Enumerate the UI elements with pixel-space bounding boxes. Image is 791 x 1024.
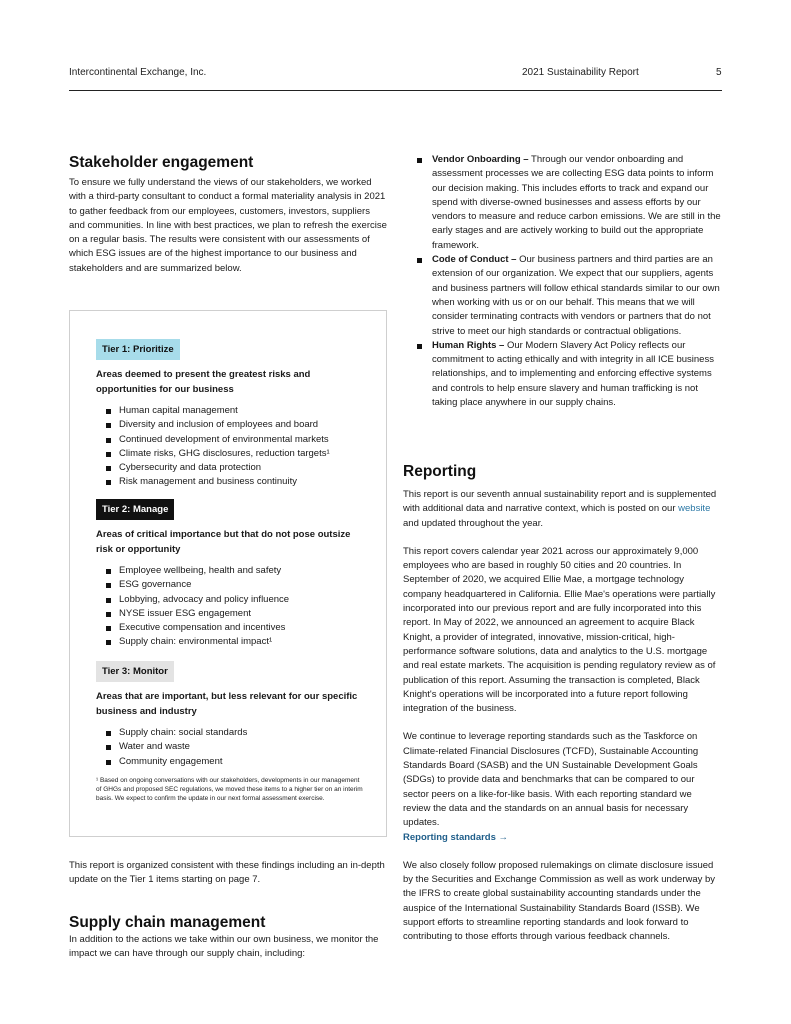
page-number: 5 [716,67,722,78]
list-item: Community engagement [96,755,358,769]
tier-3-description: Areas that are important, but less relevant for our specific business and industry [96,691,358,717]
list-item: Diversity and inclusion of employees and board [96,418,358,432]
tier-2-badge: Tier 2: Manage [96,499,174,520]
list-item [403,153,721,253]
tier-3-badge: Tier 3: Monitor [96,661,174,682]
supply-chain-heading: Supply chain management [69,914,266,931]
website-link[interactable]: website [678,503,711,515]
list-item: Risk management and business continuity [96,475,358,489]
bullet-text: Through our vendor onboarding and assessment processes we are collecting ESG data points to inform our decision making. This includes efforts to track and expand our spend with diverse-owned businesses and assess efforts by our vendors to measure and reduce carbon emissions. We are still in the early stages and are actively working to build out the appropriate framework. [432,154,721,251]
supply-chain-body: In addition to the actions we take within our own business, we monitor the impact we can have through our supply chain, including: [69,934,379,960]
reporting-paragraph-2: This report covers calendar year 2021 across our approximately 9,000 employees who are based in roughly 50 cities and 20 countries. In September of 2020, we acquired Ellie Mae, a mortgage technology company headquartered in California. Ellie Mae's operations were partially incorporated into our previous report and are fully incorporated into this report. In May of 2022, we announced an agreement to acquire Black Knight, a provider of integrated, innovative, mission-critical, high-performance software solutions, data and analytics to the U.S. mortgage and real estate markets. The acquisition is pending regulatory review as of publication of this report. Assuming the transaction is completed, Black Knight's operations will be incorporated into a future report following integration of the business. [403,545,716,715]
bullet-lead: Vendor Onboarding – [432,154,529,165]
header-rule [69,90,722,91]
tier-footnote: ¹ Based on ongoing conversations with our stakeholders, developments in our management of GHGs and proposed SEC regulations, we moved these items to a higher tier on an interim basis. We expect to confirm the update in our next formal assessment exercise. [96,777,363,802]
list-item: Water and waste [96,740,358,754]
list-item: ESG governance [96,578,358,592]
tier-2-list [96,564,358,650]
list-item: Executive compensation and incentives [96,621,358,635]
tier-3-list [96,726,358,769]
reporting-p1-end: and updated throughout the year. [403,517,543,529]
organized-paragraph [69,859,387,888]
reporting-standards-link[interactable]: Reporting standards → [403,831,509,843]
stakeholder-body: To ensure we fully understand the views of our stakeholders, we worked with a third-party consultant to conduct a formal materiality analysis in 2021 to gather feedback from our employees, customers, investors, suppliers and communities. In line with best practices, we plan to refresh the exercise on a regular basis. The results were consistent with our assessments of which ESG issues are of the highest importance to our business and stakeholders and are summarized below. [69,177,387,274]
bullet-lead: Code of Conduct – [432,254,517,266]
list-item: Supply chain: social standards [96,726,358,740]
tier-1-description: Areas deemed to present the greatest risks and opportunities for our business [96,369,311,395]
tier-3 [96,661,358,769]
reporting-p1-text: This report is our seventh annual sustainability report and is supplemented with additional data and narrative context, which is posted on our [403,489,717,515]
reporting-heading: Reporting [403,463,477,480]
list-item [403,253,721,339]
supply-chain-bullets [403,153,721,410]
list-item: Climate risks, GHG disclosures, reduction targets¹ [96,447,358,461]
bullet-lead: Human Rights – [432,339,505,351]
list-item: Human capital management [96,404,358,418]
list-item: Employee wellbeing, health and safety [96,564,358,578]
bullet-text: Our business partners and third parties are an extension of our organization. We expect that our suppliers, agents and business partners will follow ethical standards similar to our own when working with us or on our behalf. This means that we will consider terminating contracts with vendors or partners that do not strive to meet our high standards or contractual obligations. [432,254,720,337]
list-item: Lobbying, advocacy and policy influence [96,593,358,607]
tier-1-list [96,404,358,490]
stakeholder-heading: Stakeholder engagement [69,154,254,171]
list-item [403,339,721,410]
supply-chain-section [69,913,387,962]
reporting-paragraph-4: We also closely follow proposed rulemakings on climate disclosure issued by the Securities and Exchange Commission as well as work underway by the IFRS to create global sustainability accounting standards under the auspice of the International Sustainability Standards Board (ISSB). We support efforts to streamline reporting standards and look forward to contributing to those efforts through various feedback channels. [403,859,716,943]
header-company: Intercontinental Exchange, Inc. [69,67,207,78]
materiality-tier-box [69,310,387,837]
reporting-paragraph-3: We continue to leverage reporting standards such as the Taskforce on Climate-related Financial Disclosures (TCFD), Sustainable Accounting Standards Board (SASB) and the UN Sustainable Development Goals (SDGs) to provide data and benchmarks that can be compared to our sector peers on a like-for-like basis. With each reporting standard we review the data and the standards on an annual basis for necessary updates. [403,731,699,829]
list-item: Cybersecurity and data protection [96,461,358,475]
tier-2-description: Areas of critical importance but that do not pose outsize risk or opportunity [96,529,351,555]
header-report-title: 2021 Sustainability Report [522,67,639,78]
bullet-text: Our Modern Slavery Act Policy reflects our commitment to acting ethically and with integrity in all ICE business relationships, and to implementing and enforcing effective systems and controls to help ensure slavery and human trafficking is not taking place anywhere in our supply chains. [432,339,714,409]
tier-1-badge: Tier 1: Prioritize [96,339,180,360]
tier-2 [96,499,358,650]
list-item: Supply chain: environmental impact¹ [96,635,358,649]
tier-1 [96,339,358,490]
list-item: Continued development of environmental markets [96,433,358,447]
list-item: NYSE issuer ESG engagement [96,607,358,621]
reporting-paragraph-1 [403,488,721,531]
reporting-section [403,462,721,945]
stakeholder-section [69,153,387,276]
organized-text: This report is organized consistent with these findings including an in-depth update on the Tier 1 items starting on page 7. [69,860,385,886]
